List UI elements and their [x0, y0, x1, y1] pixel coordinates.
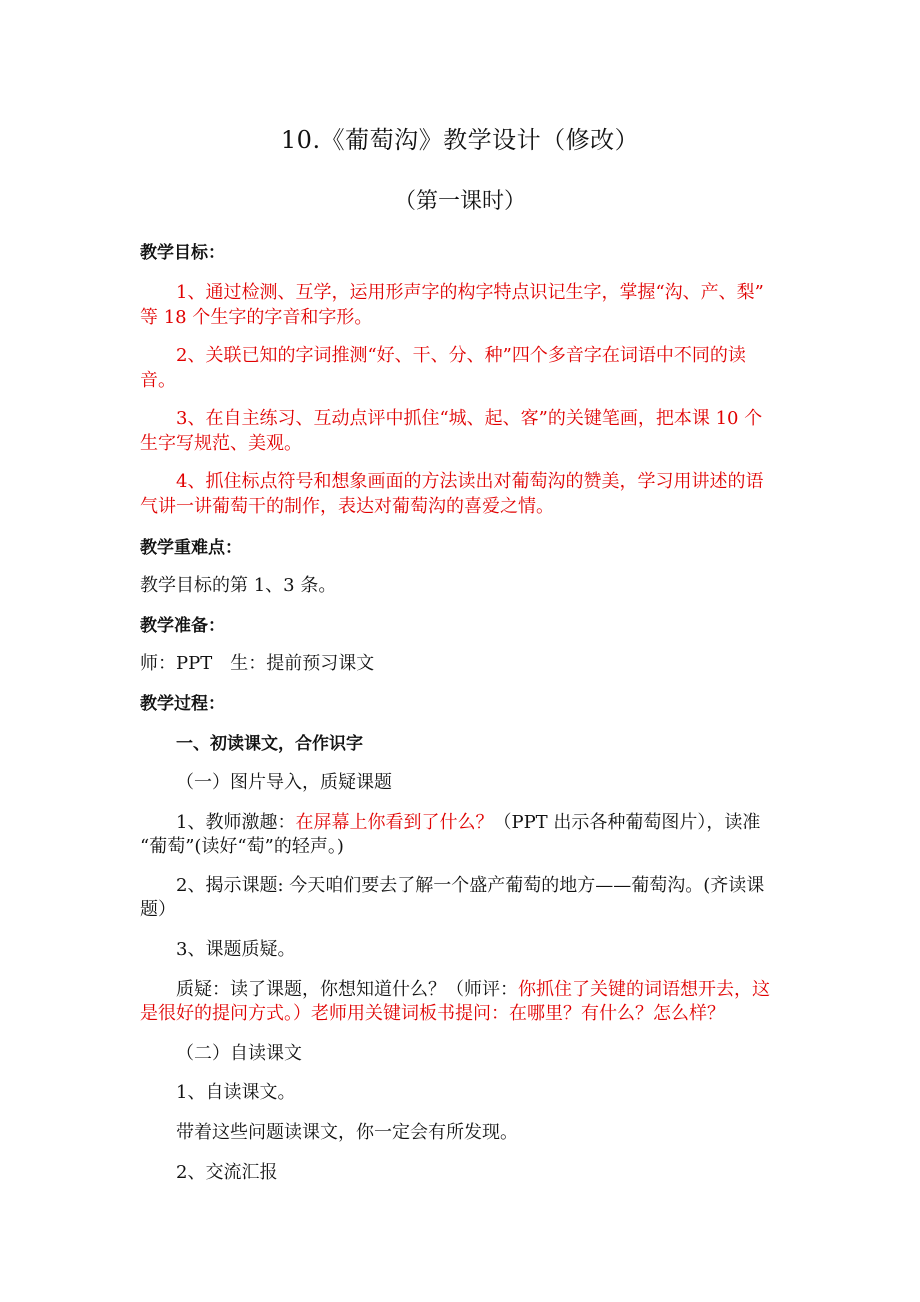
objective-1-line-2: 等 18 个生字的字音和字形。 — [140, 307, 373, 328]
section-1-heading: 一、初读课文，合作识字 — [176, 734, 363, 754]
read-step-1: 1、自读课文。 — [176, 1082, 296, 1103]
objective-3-line-1: 3、在自主练习、互动点评中抓住“城、起、客”的关键笔画，把本课 10 个 — [176, 408, 763, 429]
question-line-2: 是很好的提问方式。）老师用关键词板书提问：在哪里？有什么？怎么样？ — [140, 1003, 725, 1024]
objective-2-line-2: 音。 — [140, 370, 176, 391]
objective-2-line-1: 2、关联已知的字词推测“好、干、分、种”四个多音字在词语中不同的读 — [176, 345, 746, 366]
step-1-line-2: “葡萄”(读好“萄”的轻声。) — [140, 836, 344, 857]
step-3: 3、课题质疑。 — [176, 939, 296, 960]
question-comment: 你抓住了关键的词语想开去，这 — [518, 979, 770, 1000]
step-1-suffix: （PPT 出示各种葡萄图片），读准 — [493, 812, 761, 833]
question-prefix: 质疑：读了课题，你想知道什么？（师评： — [176, 979, 518, 1000]
key-points-text: 教学目标的第 1、3 条。 — [140, 575, 337, 596]
objectives-heading: 教学目标： — [140, 243, 225, 263]
step-2-line-1: 2、揭示课题: 今天咱们要去了解一个盛产葡萄的地方——葡萄沟。(齐读课 — [176, 875, 765, 896]
objective-4-line-2: 气讲一讲葡萄干的制作，表达对葡萄沟的喜爱之情。 — [140, 496, 554, 517]
document-title: 10.《葡萄沟》教学设计（修改） — [280, 126, 640, 154]
objective-1-line-1: 1、通过检测、互学，运用形声字的构字特点识记生字，掌握“沟、产、梨” — [176, 282, 764, 303]
objective-3-line-2: 生字写规范、美观。 — [140, 433, 302, 454]
step-1-question: 在屏幕上你看到了什么？ — [295, 812, 494, 833]
step-2-line-2: 题） — [140, 899, 176, 920]
read-step-2: 2、交流汇报 — [176, 1162, 278, 1183]
objective-4-line-1: 4、抓住标点符号和想象画面的方法读出对葡萄沟的赞美，学习用讲述的语 — [176, 471, 764, 492]
key-points-heading: 教学重难点： — [140, 538, 242, 558]
preparation-text: 师：PPT 生：提前预习课文 — [140, 653, 375, 674]
sub-section-2-heading: （二）自读课文 — [176, 1043, 302, 1064]
process-heading: 教学过程： — [140, 694, 225, 714]
preparation-heading: 教学准备： — [140, 616, 225, 636]
step-1-prefix: 1、教师激趣： — [176, 812, 296, 833]
sub-section-1-heading: （一）图片导入，质疑课题 — [176, 772, 392, 793]
step-1-line-1 — [176, 810, 760, 836]
question-line-1 — [176, 977, 770, 1003]
read-text: 带着这些问题读课文，你一定会有所发现。 — [176, 1122, 518, 1143]
document-subtitle: （第一课时） — [393, 189, 526, 214]
